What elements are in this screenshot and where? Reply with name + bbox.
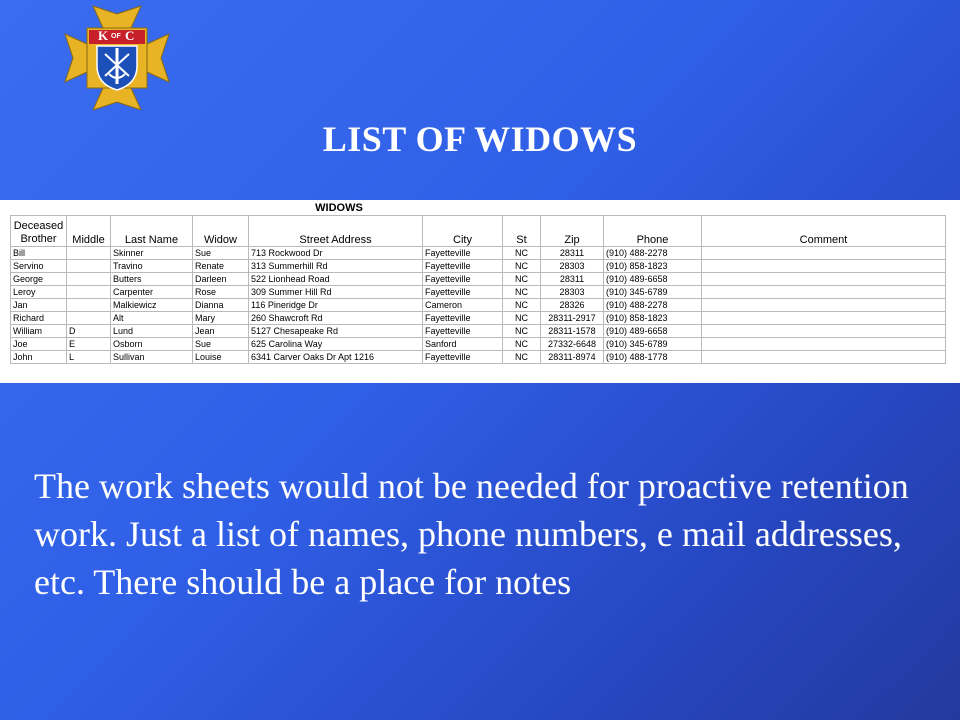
cell-phone: (910) 858-1823 (604, 260, 702, 273)
cell-phone: (910) 488-2278 (604, 247, 702, 260)
cell-phone: (910) 488-1778 (604, 351, 702, 364)
cell-city: Fayetteville (423, 273, 503, 286)
cell-zip: 28311 (541, 247, 604, 260)
logo-letter-k: K (98, 28, 109, 43)
cell-street-address: 116 Pineridge Dr (249, 299, 423, 312)
cell-city: Cameron (423, 299, 503, 312)
cell-zip: 28303 (541, 260, 604, 273)
cell-last-name: Skinner (111, 247, 193, 260)
cell-comment (702, 260, 946, 273)
column-header-city: City (423, 216, 503, 247)
cell-street-address: 5127 Chesapeake Rd (249, 325, 423, 338)
widows-table (10, 215, 946, 364)
cell-last-name: Sullivan (111, 351, 193, 364)
table-row (11, 312, 946, 325)
cell-middle (67, 312, 111, 325)
cell-deceased-brother: Joe (11, 338, 67, 351)
logo-letters-of: OF (111, 33, 121, 40)
cell-widow: Mary (193, 312, 249, 325)
column-header-street-address: Street Address (249, 216, 423, 247)
cell-city: Fayetteville (423, 325, 503, 338)
cell-phone: (910) 488-2278 (604, 299, 702, 312)
column-header-middle: Middle (67, 216, 111, 247)
cell-last-name: Osborn (111, 338, 193, 351)
spreadsheet-screenshot (0, 200, 960, 383)
body-text: The work sheets would not be needed for proactive retention work. Just a list of names, phone numbers, e mail addresses, etc. There should be a place for notes (34, 466, 909, 602)
column-header-last-name: Last Name (111, 216, 193, 247)
table-row (11, 351, 946, 364)
cell-widow: Louise (193, 351, 249, 364)
cell-widow: Darleen (193, 273, 249, 286)
cell-city: Fayetteville (423, 247, 503, 260)
cell-st: NC (503, 299, 541, 312)
slide-title: LIST OF WIDOWS (322, 119, 638, 159)
cell-deceased-brother: Bill (11, 247, 67, 260)
column-header-deceased-brother: Deceased Brother (11, 216, 67, 247)
table-row (11, 260, 946, 273)
cell-phone: (910) 858-1823 (604, 312, 702, 325)
column-header-comment: Comment (702, 216, 946, 247)
cell-widow: Sue (193, 338, 249, 351)
table-header-row (11, 216, 946, 247)
cell-comment (702, 351, 946, 364)
cell-street-address: 625 Carolina Way (249, 338, 423, 351)
cell-comment (702, 312, 946, 325)
cell-zip: 28311 (541, 273, 604, 286)
cell-middle (67, 260, 111, 273)
cell-deceased-brother: Richard (11, 312, 67, 325)
cell-comment (702, 299, 946, 312)
cell-zip: 28326 (541, 299, 604, 312)
cell-last-name: Lund (111, 325, 193, 338)
column-header-widow: Widow (193, 216, 249, 247)
cell-widow: Rose (193, 286, 249, 299)
cell-st: NC (503, 286, 541, 299)
cell-zip: 28311-2917 (541, 312, 604, 325)
cell-st: NC (503, 338, 541, 351)
cell-deceased-brother: John (11, 351, 67, 364)
cell-last-name: Butters (111, 273, 193, 286)
cell-phone: (910) 345-6789 (604, 286, 702, 299)
cell-city: Fayetteville (423, 260, 503, 273)
cell-street-address: 313 Summerhill Rd (249, 260, 423, 273)
cell-st: NC (503, 325, 541, 338)
table-row (11, 325, 946, 338)
cell-middle (67, 273, 111, 286)
column-header-phone: Phone (604, 216, 702, 247)
table-row (11, 299, 946, 312)
cell-city: Fayetteville (423, 286, 503, 299)
cell-last-name: Carpenter (111, 286, 193, 299)
cell-comment (702, 286, 946, 299)
cell-deceased-brother: Jan (11, 299, 67, 312)
cell-st: NC (503, 273, 541, 286)
table-row (11, 286, 946, 299)
cell-street-address: 309 Summer Hill Rd (249, 286, 423, 299)
cell-zip: 27332-6648 (541, 338, 604, 351)
kofc-emblem-logo (64, 2, 170, 110)
table-row (11, 338, 946, 351)
cell-city: Sanford (423, 338, 503, 351)
cell-comment (702, 325, 946, 338)
logo-letter-c: C (125, 28, 135, 43)
cell-comment (702, 247, 946, 260)
cell-zip: 28311-1578 (541, 325, 604, 338)
table-row (11, 273, 946, 286)
cell-street-address: 260 Shawcroft Rd (249, 312, 423, 325)
cell-widow: Jean (193, 325, 249, 338)
cell-middle (67, 247, 111, 260)
cell-deceased-brother: Servino (11, 260, 67, 273)
column-header-st: St (503, 216, 541, 247)
cell-city: Fayetteville (423, 312, 503, 325)
cell-phone: (910) 489-6658 (604, 325, 702, 338)
cell-last-name: Malkiewicz (111, 299, 193, 312)
cell-phone: (910) 345-6789 (604, 338, 702, 351)
cell-middle (67, 299, 111, 312)
table-row (11, 247, 946, 260)
cell-comment (702, 338, 946, 351)
cell-st: NC (503, 351, 541, 364)
cell-deceased-brother: William (11, 325, 67, 338)
column-header-zip: Zip (541, 216, 604, 247)
cell-phone: (910) 489-6658 (604, 273, 702, 286)
cell-last-name: Alt (111, 312, 193, 325)
cell-middle: E (67, 338, 111, 351)
cell-deceased-brother: Leroy (11, 286, 67, 299)
cell-deceased-brother: George (11, 273, 67, 286)
cell-zip: 28311-8974 (541, 351, 604, 364)
cell-middle: D (67, 325, 111, 338)
cell-comment (702, 273, 946, 286)
cell-widow: Dianna (193, 299, 249, 312)
cell-st: NC (503, 312, 541, 325)
cell-street-address: 522 Lionhead Road (249, 273, 423, 286)
cell-middle (67, 286, 111, 299)
sheet-title: WIDOWS (315, 202, 363, 214)
cell-middle: L (67, 351, 111, 364)
cell-street-address: 6341 Carver Oaks Dr Apt 1216 (249, 351, 423, 364)
cell-last-name: Travino (111, 260, 193, 273)
cell-st: NC (503, 260, 541, 273)
cell-city: Fayetteville (423, 351, 503, 364)
cell-zip: 28303 (541, 286, 604, 299)
cell-st: NC (503, 247, 541, 260)
cell-widow: Renate (193, 260, 249, 273)
cell-street-address: 713 Rockwood Dr (249, 247, 423, 260)
cell-widow: Sue (193, 247, 249, 260)
